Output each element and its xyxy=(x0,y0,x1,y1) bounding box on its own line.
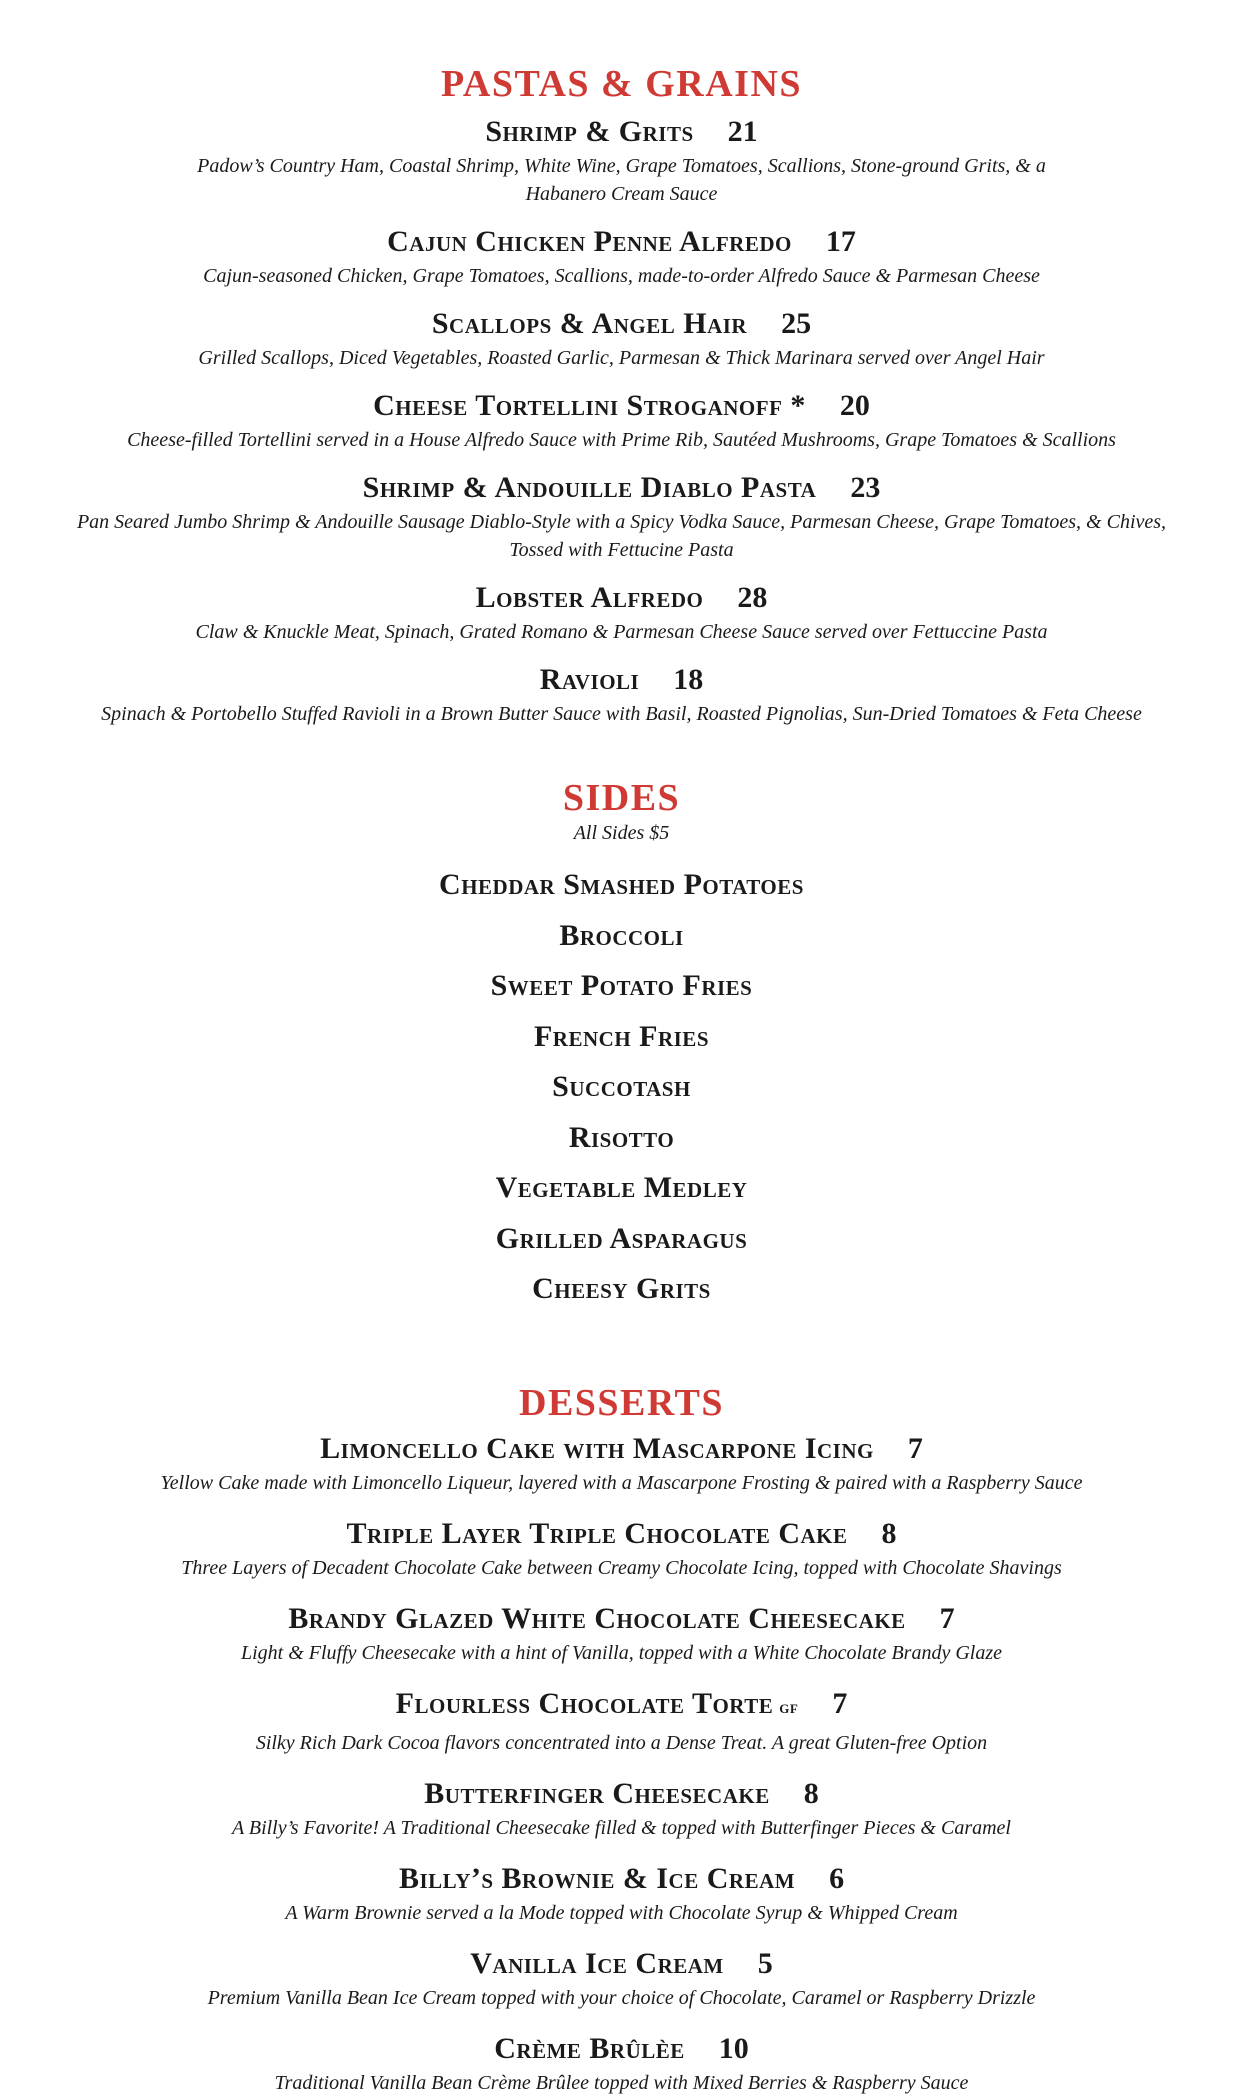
item-description: Cheese-filled Tortellini served in a House Alfredo Sauce with Prime Rib, Sautéed Mushrooms, Grape Tomatoes & Scallions xyxy=(127,429,1116,451)
item-description: Grilled Scallops, Diced Vegetables, Roasted Garlic, Parmesan & Thick Marinara served over Angel Hair xyxy=(198,347,1045,369)
item-price: 25 xyxy=(781,307,812,340)
menu-item xyxy=(0,468,1243,564)
menu-item xyxy=(0,2029,1243,2097)
pastas-section xyxy=(0,58,1243,728)
item-price: 8 xyxy=(803,1776,819,1810)
item-price: 10 xyxy=(718,2031,749,2065)
item-price: 7 xyxy=(832,1686,848,1720)
item-description: Three Layers of Decadent Chocolate Cake between Creamy Chocolate Icing, topped with Chocolate Shavings xyxy=(181,1556,1062,1579)
item-price: 6 xyxy=(829,1861,845,1895)
item-price: 18 xyxy=(673,663,704,696)
desserts-section xyxy=(0,1377,1243,2097)
section-title-sides: SIDES xyxy=(562,777,681,819)
menu-item xyxy=(0,1684,1243,1757)
side-item: Cheesy Grits xyxy=(532,1272,711,1305)
item-name: Cheese Tortellini Stroganoff * xyxy=(373,389,806,422)
item-name: Butterfinger Cheesecake xyxy=(424,1776,770,1810)
menu-item xyxy=(0,1859,1243,1927)
side-item: Succotash xyxy=(552,1070,691,1103)
item-name: Lobster Alfredo xyxy=(475,581,704,614)
item-name: Scallops & Angel Hair xyxy=(431,307,748,340)
item-name: Triple Layer Triple Chocolate Cake xyxy=(346,1516,848,1550)
item-name: Shrimp & Andouille Diablo Pasta xyxy=(362,471,817,504)
item-price: 17 xyxy=(825,225,856,258)
item-name: Shrimp & Grits xyxy=(485,115,694,148)
item-description: Yellow Cake made with Limoncello Liqueur, layered with a Mascarpone Frosting & paired with a Raspberry Sauce xyxy=(160,1471,1083,1494)
item-description: A Billy’s Favorite! A Traditional Cheesecake filled & topped with Butterfinger Pieces & Caramel xyxy=(232,1816,1011,1839)
sides-section xyxy=(0,772,1243,1315)
menu-item xyxy=(0,660,1243,728)
item-description: Premium Vanilla Bean Ice Cream topped with your choice of Chocolate, Caramel or Raspberry Drizzle xyxy=(207,1986,1036,2009)
item-price: 28 xyxy=(737,581,768,614)
section-title-pastas: PASTAS & GRAINS xyxy=(440,63,803,105)
item-price: 20 xyxy=(839,389,870,422)
side-item: Grilled Asparagus xyxy=(495,1221,748,1255)
side-item: French Fries xyxy=(533,1019,709,1053)
menu-item xyxy=(0,1944,1243,2012)
item-name: Cajun Chicken Penne Alfredo xyxy=(387,225,792,258)
side-item: Cheddar Smashed Potatoes xyxy=(439,868,804,901)
item-description: Cajun-seasoned Chicken, Grape Tomatoes, Scallions, made-to-order Alfredo Sauce & Parmesan Cheese xyxy=(203,265,1040,287)
item-price: 8 xyxy=(881,1516,897,1550)
side-item: Broccoli xyxy=(559,918,684,952)
sides-subtitle: All Sides $5 xyxy=(573,822,670,844)
menu-item xyxy=(0,112,1243,208)
item-description: Padow’s Country Ham, Coastal Shrimp, White Wine, Grape Tomatoes, Scallions, Stone-ground Grits, & a Habanero Cream Sauce xyxy=(197,155,1046,205)
item-price: 7 xyxy=(939,1601,955,1635)
menu-item xyxy=(0,386,1243,454)
menu-item xyxy=(0,222,1243,290)
item-description: Spinach & Portobello Stuffed Ravioli in a Brown Butter Sauce with Basil, Roasted Pignolias, Sun-Dried Tomatoes & Feta Cheese xyxy=(101,703,1142,725)
item-price: 7 xyxy=(907,1431,923,1465)
menu-item xyxy=(0,1429,1243,1497)
item-description: Pan Seared Jumbo Shrimp & Andouille Sausage Diablo-Style with a Spicy Vodka Sauce, Parmesan Cheese, Grape Tomatoes, & Chives, Tossed with Fettucine Pasta xyxy=(76,511,1167,561)
item-price: 21 xyxy=(727,115,758,148)
item-description: A Warm Brownie served a la Mode topped with Chocolate Syrup & Whipped Cream xyxy=(285,1901,958,1924)
item-name: Brandy Glazed White Chocolate Cheesecake xyxy=(288,1601,906,1635)
gluten-free-tag: GF xyxy=(779,1700,799,1716)
side-item: Risotto xyxy=(568,1120,675,1154)
menu-item xyxy=(0,1514,1243,1582)
menu-item xyxy=(0,1599,1243,1667)
item-price: 5 xyxy=(757,1946,773,1980)
item-price: 23 xyxy=(850,471,881,504)
item-description: Traditional Vanilla Bean Crème Brûlee topped with Mixed Berries & Raspberry Sauce xyxy=(274,2071,969,2094)
section-title-desserts: DESSERTS xyxy=(519,1381,724,1424)
item-description: Claw & Knuckle Meat, Spinach, Grated Romano & Parmesan Cheese Sauce served over Fettuccine Pasta xyxy=(195,621,1048,643)
menu-item xyxy=(0,1774,1243,1842)
side-item: Sweet Potato Fries xyxy=(490,969,753,1002)
side-item: Vegetable Medley xyxy=(495,1171,748,1204)
item-description: Silky Rich Dark Cocoa flavors concentrated into a Dense Treat. A great Gluten-free Option xyxy=(255,1731,988,1754)
menu-item xyxy=(0,304,1243,372)
item-name: Billy’s Brownie & Ice Cream xyxy=(398,1861,796,1895)
item-name: Vanilla Ice Cream xyxy=(470,1946,724,1980)
item-name: Ravioli xyxy=(539,663,640,696)
menu-item xyxy=(0,578,1243,646)
item-description: Light & Fluffy Cheesecake with a hint of Vanilla, topped with a White Chocolate Brandy Glaze xyxy=(240,1641,1002,1664)
item-name: Crème Brûlèe xyxy=(494,2031,685,2065)
item-name: Limoncello Cake with Mascarpone Icing xyxy=(320,1431,874,1465)
item-name: Flourless Chocolate Torte xyxy=(395,1686,774,1720)
